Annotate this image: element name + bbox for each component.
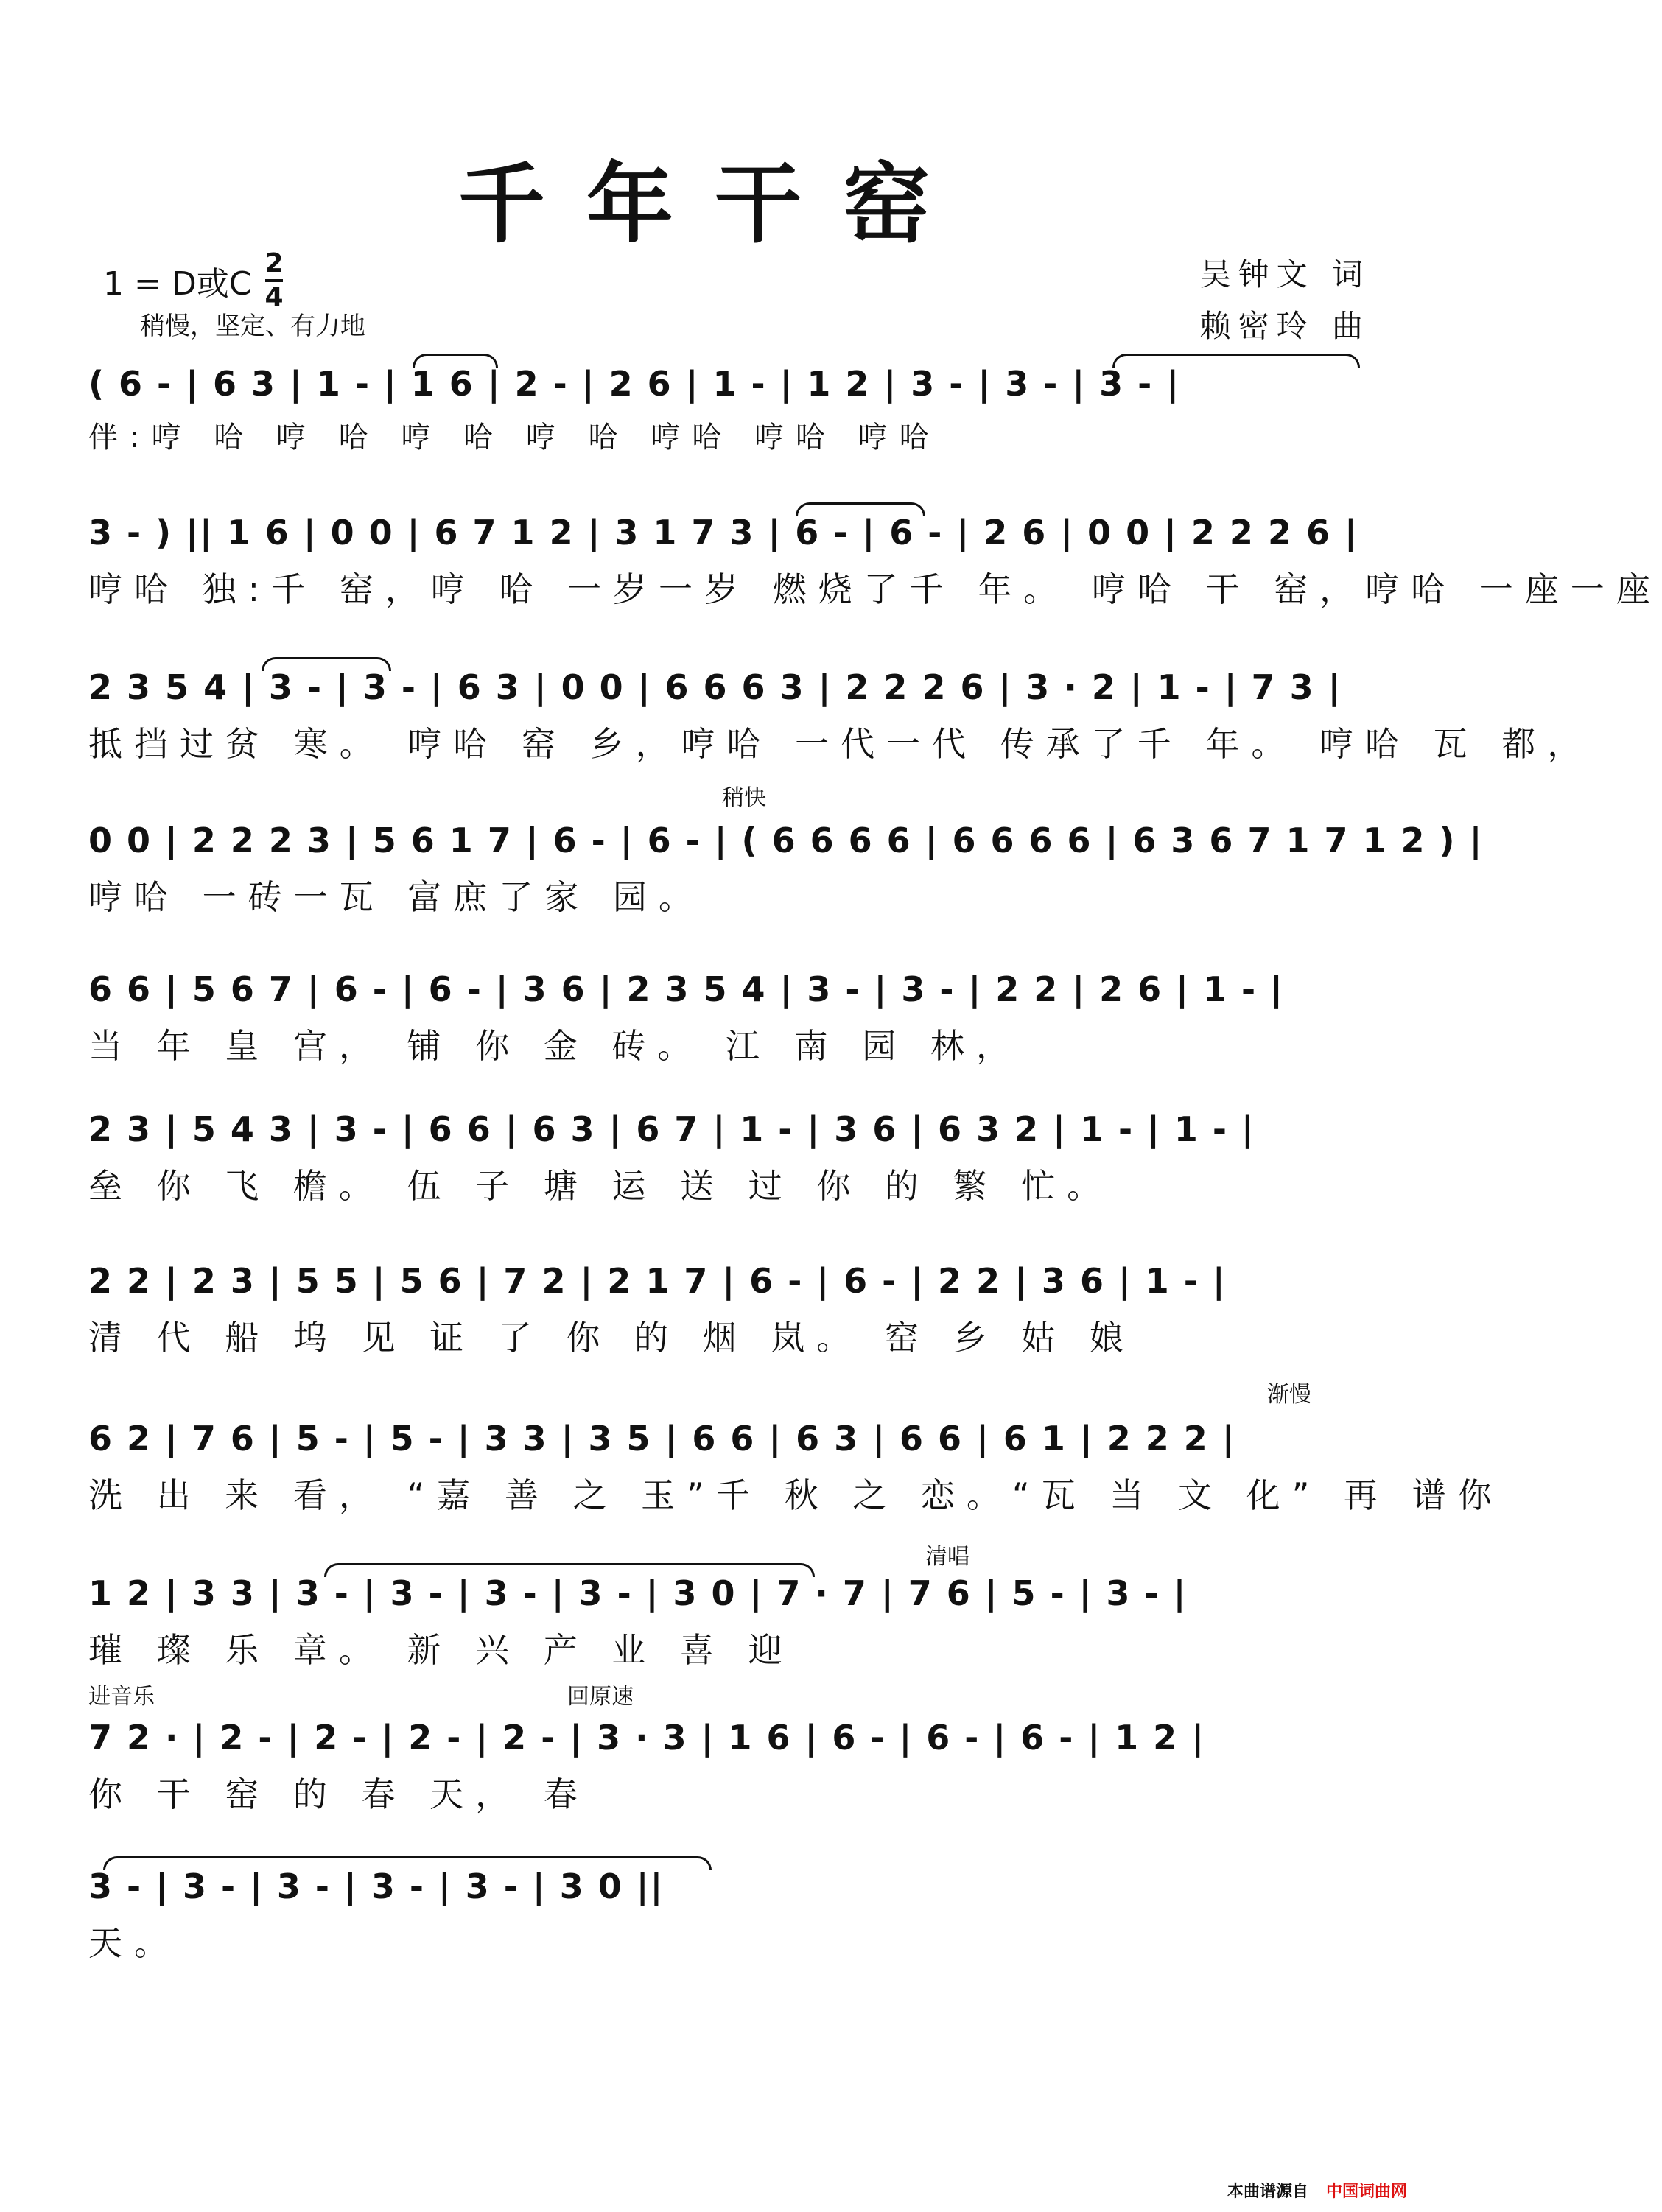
tie-arc: [1112, 354, 1360, 368]
lyric-line: 哼哈 独:千 窑，哼 哈 一岁一岁 燃烧了千 年。 哼哈 干 窑，哼哈 一座一座: [88, 569, 1662, 609]
notation-line: 6 2 | 7 6 | 5 - | 5 - | 3 3 | 3 5 | 6 6 | 6 3 | 6 6 | 6 1 | 2 2 2 |: [88, 1419, 1236, 1458]
score-system-7: [88, 1235, 1400, 1360]
lyric-line: 当 年 皇 宫， 铺 你 金 砖。 江 南 园 林，: [88, 1026, 1022, 1066]
score-system-10: [88, 1691, 1400, 1816]
score-system-6: [88, 1083, 1400, 1208]
source-footer: [1227, 2179, 1407, 2202]
notation-line: ( 6 - | 6 3 | 1 - | 1 6 | 2 - | 2 6 | 1 - | 1 2 | 3 - | 3 - | 3 - |: [88, 364, 1181, 404]
notation-line: 2 3 | 5 4 3 | 3 - | 6 6 | 6 3 | 6 7 | 1 - | 3 6 | 6 3 2 | 1 - | 1 - |: [88, 1109, 1255, 1149]
key-signature: [103, 250, 284, 311]
notation-line: 6 6 | 5 6 7 | 6 - | 6 - | 3 6 | 2 3 5 4 | 3 - | 3 - | 2 2 | 2 6 | 1 - |: [88, 969, 1284, 1009]
tie-arc: [262, 657, 391, 671]
lyric-line: 抵挡过贫 寒。 哼哈 窑 乡，哼哈 一代一代 传承了千 年。 哼哈 瓦 都，: [88, 724, 1593, 764]
tempo-rit: 渐慢: [1267, 1382, 1311, 1408]
time-signature: $\frac{2}{4}$: [264, 248, 284, 312]
a-tempo-mark: 回原速: [567, 1684, 634, 1710]
watermark-strip-left: [3, 0, 19, 2212]
tie-arc: [413, 354, 498, 368]
notation-line: 2 3 5 4 | 3 - | 3 - | 6 3 | 0 0 | 6 6 6 3 | 2 2 2 6 | 3 · 2 | 1 - | 7 3 |: [88, 667, 1342, 707]
tie-arc: [103, 1856, 712, 1870]
score-system-4: [88, 794, 1484, 919]
lyric-line: 垒 你 飞 檐。 伍 子 塘 运 送 过 你 的 繁 忙。: [88, 1166, 1113, 1206]
lyric-line: 洗 出 来 看， “嘉 善 之 玉”千 秋 之 恋。“瓦 当 文 化” 再 谱你: [88, 1475, 1504, 1515]
a-cappella-mark: 清唱: [925, 1544, 970, 1570]
lyric-line: 哼哈 一砖一瓦 富庶了家 园。: [88, 877, 704, 917]
footer-site[interactable]: 中国词曲网: [1325, 2183, 1407, 2201]
composer: 赖密玲 曲: [1199, 308, 1370, 344]
tie-arc: [324, 1563, 815, 1577]
lyric-line: 天。: [88, 1923, 180, 1963]
watermark-strip-right: [1410, 0, 1426, 2212]
interlude-mark: 进音乐: [88, 1684, 155, 1710]
score-system-8: [88, 1392, 1504, 1517]
tempo-marking: 稍慢，坚定、有力地: [140, 312, 365, 341]
lyric-line: 清 代 船 坞 见 证 了 你 的 烟 岚。 窑 乡 姑 娘: [88, 1318, 1135, 1358]
tempo-faster: 稍快: [722, 785, 766, 811]
footer-source: 本曲谱源自: [1227, 2183, 1308, 2201]
score-system-2: [88, 486, 1662, 611]
tie-arc: [796, 502, 925, 516]
score-system-5: [88, 943, 1400, 1068]
notation-line: 1 2 | 3 3 | 3 - | 3 - | 3 - | 3 - | 3 0 | 7 · 7 | 7 6 | 5 - | 3 - |: [88, 1573, 1188, 1613]
key-text: 1 = D或C: [103, 265, 252, 303]
notation-line: 2 2 | 2 3 | 5 5 | 5 6 | 7 2 | 2 1 7 | 6 - | 6 - | 2 2 | 3 6 | 1 - |: [88, 1261, 1227, 1301]
notation-line: 3 - ) || 1 6 | 0 0 | 6 7 1 2 | 3 1 7 3 | 6 - | 6 - | 2 6 | 0 0 | 2 2 2 6 |: [88, 513, 1358, 552]
notation-line: 3 - | 3 - | 3 - | 3 - | 3 - | 3 0 ||: [88, 1867, 665, 1906]
lyric-line: 璀 璨 乐 章。 新 兴 产 业 喜 迎: [88, 1630, 794, 1670]
song-title: 千年干窑: [457, 152, 971, 255]
notation-line: 7 2 · | 2 - | 2 - | 2 - | 2 - | 3 · 3 | 1 6 | 6 - | 6 - | 6 - | 1 2 |: [88, 1718, 1206, 1758]
lyric-line: 你 干 窑 的 春 天， 春: [88, 1774, 589, 1814]
lyric-line: 伴:哼 哈 哼 哈 哼 哈 哼 哈 哼哈 哼哈 哼哈: [88, 421, 941, 454]
notation-line: 0 0 | 2 2 2 3 | 5 6 1 7 | 6 - | 6 - | ( 6 6 6 6 | 6 6 6 6 | 6 3 6 7 1 7 1 2 ) |: [88, 821, 1484, 860]
lyricist: 吴钟文 词: [1199, 256, 1370, 292]
